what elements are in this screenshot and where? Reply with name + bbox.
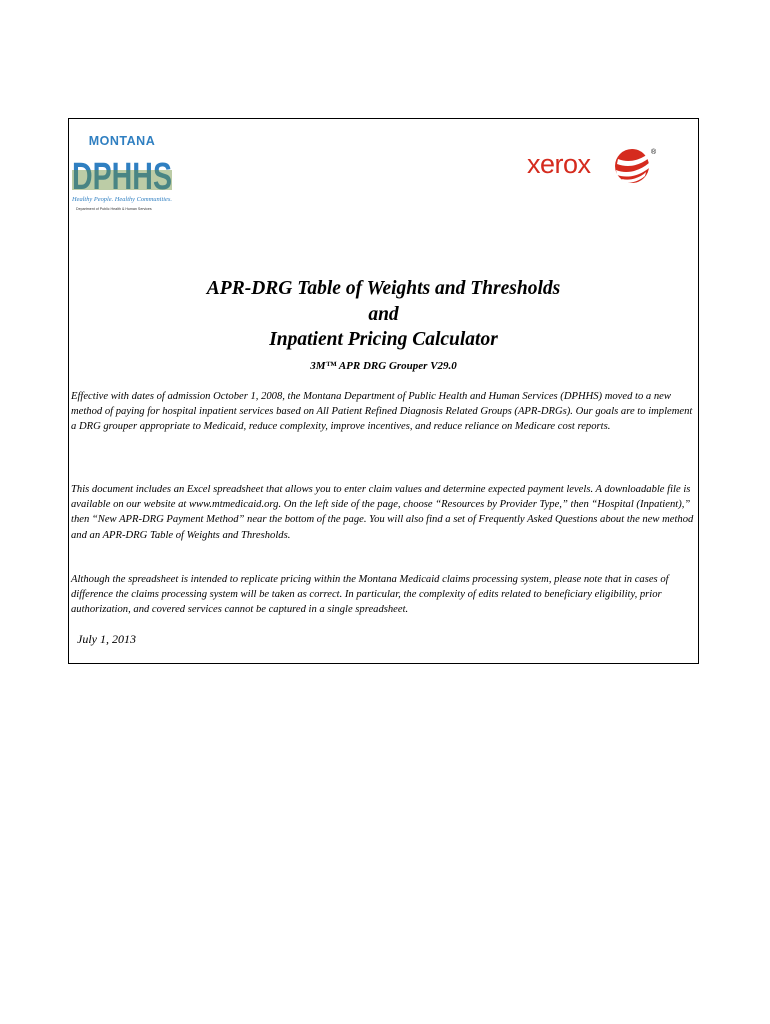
- logo-state-text: MONTANA: [88, 134, 156, 148]
- document-date: July 1, 2013: [77, 632, 136, 646]
- logo-agency-text: DPHHS: [72, 156, 172, 198]
- document-title-line2: and: [368, 304, 399, 325]
- xerox-logo: [527, 145, 667, 187]
- montana-dphhs-logo: [70, 132, 176, 218]
- logo-department: Department of Public Health & Human Services: [76, 207, 152, 211]
- disclaimer-paragraph: Although the spreadsheet is intended to replicate pricing within the Montana Medicaid claims processing system, please note that in cases of difference the claims processing system will be taken as correct. In particular, the complexity of edits related to beneficiary eligibility, prior authorization, and covered services cannot be captured in a single spreadsheet.: [71, 574, 669, 616]
- intro-paragraph: Effective with dates of admission October 1, 2008, the Montana Department of Public Health and Human Services (DPHHS) moved to a new method of paying for hospital inpatient services based on All Patient Refined Diagnosis Related Groups (APR-DRGs). Our goals are to implement a DRG grouper appropriate to Medicaid, reduce complexity, improve incentives, and reduce reliance on Medicare cost reports.: [71, 391, 693, 433]
- document-title-line3: Inpatient Pricing Calculator: [269, 329, 498, 350]
- spreadsheet-paragraph: This document includes an Excel spreadsheet that allows you to enter claim values and determine expected payment levels. A downloadable file is available on our website at www.mtmedicaid.org. On the left side of the page, choose “Resources by Provider Type,” then “Hospital (Inpatient),” then “New APR-DRG Payment Method” near the bottom of the page. You will also find a set of Frequently Asked Questions about the new method and an APR-DRG Table of Weights and Thresholds.: [71, 484, 694, 541]
- document-subtitle: 3M™ APR DRG Grouper V29.0: [310, 360, 457, 372]
- registered-mark: ®: [651, 149, 657, 156]
- logo-green-band: [72, 170, 172, 190]
- logo-tagline: Healthy People. Healthy Communities.: [72, 196, 172, 203]
- document-title-line1: APR-DRG Table of Weights and Thresholds: [206, 278, 561, 299]
- xerox-wordmark: xerox: [527, 149, 591, 179]
- xerox-sphere-icon: [614, 145, 658, 187]
